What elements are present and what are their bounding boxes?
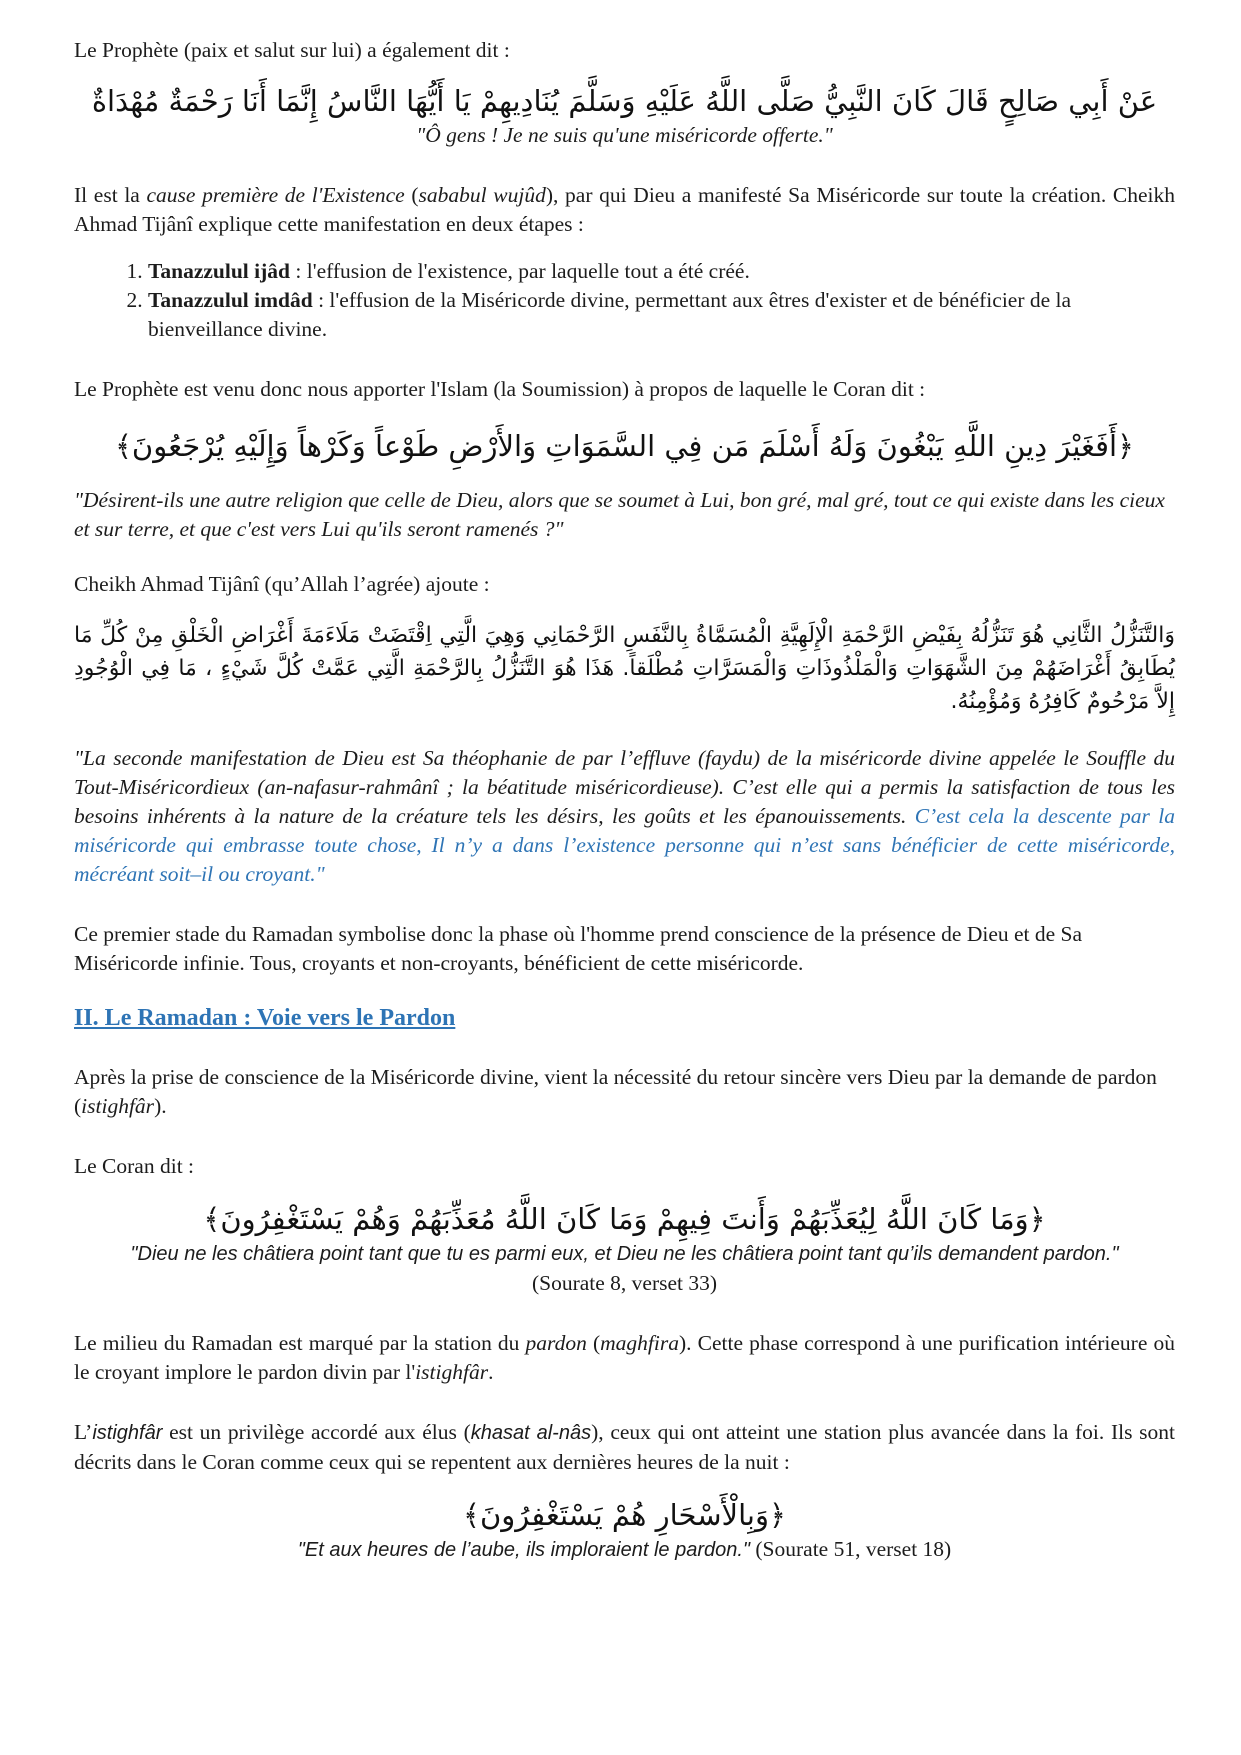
verse2-translation: "Dieu ne les châtiera point tant que tu es parmi eux, et Dieu ne les châtiera point tant qu’ils demandent pardon." — [130, 1243, 1119, 1265]
intro-line: Le Prophète (paix et salut sur lui) a également dit : — [74, 38, 510, 62]
section-heading: II. Le Ramadan : Voie vers le Pardon — [74, 1005, 456, 1031]
verse3-reference: (Sourate 51, verset 18) — [750, 1537, 952, 1561]
pardon-text-2: ). — [154, 1094, 167, 1118]
verse1-arabic: ﴿أَفَغَيْرَ دِينِ اللَّهِ يَبْغُونَ وَلَهُ أَسْلَمَ مَن فِي السَّمَوَاتِ وَالأَرْضِ طَوْعاً وَكَرْهاً وَإِلَيْهِ يُرْجَعُونَ﴾ — [114, 429, 1135, 463]
milieu-italic-2: maghfira — [600, 1331, 679, 1355]
cause-italic-1: cause première de l'Existence — [146, 183, 405, 207]
cause-paragraph — [74, 181, 1175, 239]
elus-italic-2: khasat al-nâs — [470, 1422, 592, 1444]
tijani-translation — [74, 744, 1175, 889]
list-item-term: Tanazzulul imdâd — [148, 288, 313, 312]
list-item-term: Tanazzulul ijâd — [148, 259, 290, 283]
verse1-translation: "Désirent-ils une autre religion que celle de Dieu, alors que se soumet à Lui, bon gré, mal gré, tout ce qui existe dans les cieux et sur terre, et que c'est vers Lui qu'ils seront ramenés ?" — [74, 488, 1165, 541]
tijani-intro: Cheikh Ahmad Tijânî (qu’Allah l’agrée) ajoute : — [74, 572, 490, 596]
elus-paragraph — [74, 1418, 1175, 1477]
manifestation-list — [74, 257, 1175, 344]
list-item-desc: : l'effusion de l'existence, par laquelle tout a été créé. — [290, 259, 750, 283]
verse2-translation-line — [74, 1239, 1175, 1298]
milieu-paragraph — [74, 1329, 1175, 1387]
tijani-arabic: وَالتَّنَزُّلُ الثَّانِي هُوَ تَنَزُّلُهُ بِفَيْضِ الرَّحْمَةِ الْإِلَهِيَّةِ الْمُسَمَّاةُ بِالنَّفَسِ الرَّحْمَانِي وَهِيَ الَّتِي اِقْتَضَتْ مَلَاءَمَةَ أَغْرَاضِ الْخَلْقِ مِنْ كُلِّ مَا يُطَابِقُ أَغْرَاضَهُمْ مِنَ الشَّهَوَاتِ وَالْمَلْذُوذَاتِ وَالْمَسَرَّاتِ مُطْلَقاً. هَذَا هُوَ التَّنَزُّلُ بِالرَّحْمَةِ الَّتِي عَمَّتْ كُلَّ شَيْءٍ ، مَا فِي الْوُجُودِ إِلاَّ مَرْحُومٌ كَافِرُهُ وَمُؤْمِنُهُ. — [74, 623, 1175, 714]
tijani-translation-main: "La seconde manifestation de Dieu est Sa théophanie de par l’effluve (faydu) de la miséricorde divine appelée le Souffle du Tout-Miséricordieux (an-nafasur-rahmânî ; la béatitude miséricordieuse). C’est elle qui a permis la satisfaction de tous les besoins inhérents à la nature de la créature tels les désirs, les goûts et les épanouissements. — [74, 746, 1175, 828]
cause-text-2: ( — [404, 183, 419, 207]
tijani-translation-highlight: C’est cela la descente par la miséricorde qui embrasse toute chose, Il n’y a dans l’existence personne qui n’est sans bénéficier de cette miséricorde, mécréant soit–il ou croyant." — [74, 804, 1175, 886]
milieu-italic-3: istighfâr — [415, 1360, 489, 1384]
elus-text-1: L’ — [74, 1420, 93, 1444]
milieu-text-2: ( — [586, 1331, 601, 1355]
milieu-text-3: ). Cette phase correspond à une purification intérieure où le croyant implore le pardon divin par l' — [74, 1331, 1175, 1384]
milieu-text-1: Le milieu du Ramadan est marqué par la station du — [74, 1331, 526, 1355]
verse2-reference: (Sourate 8, verset 33) — [531, 1271, 718, 1295]
milieu-italic-1: pardon — [525, 1331, 587, 1355]
list-item — [148, 286, 1175, 344]
cause-italic-2: sababul wujûd — [418, 183, 546, 207]
verse3-translation: "Et aux heures de l’aube, ils imploraient le pardon." — [297, 1539, 751, 1561]
list-item — [148, 257, 1175, 286]
pardon-paragraph — [74, 1063, 1175, 1121]
elus-text-3: ), ceux qui ont atteint une station plus avancée dans la foi. Ils sont décrits dans le Coran comme ceux qui se repentent aux dernières heures de la nuit : — [74, 1420, 1176, 1474]
verse3-arabic: ﴿وَبِالْأَسْحَارِ هُمْ يَسْتَغْفِرُونَ﴾ — [463, 1498, 786, 1532]
list-item-desc: : l'effusion de la Miséricorde divine, permettant aux êtres d'exister et de bénéficier de la bienveillance divine. — [148, 288, 1072, 341]
islam-paragraph: Le Prophète est venu donc nous apporter l'Islam (la Soumission) à propos de laquelle le Coran dit : — [74, 377, 926, 401]
verse3-translation-line — [74, 1535, 1175, 1565]
cause-text-1: Il est la — [74, 183, 147, 207]
hadith-translation: "Ô gens ! Je ne suis qu'une miséricorde offerte." — [416, 123, 833, 147]
elus-text-2: est un privilège accordé aux élus ( — [162, 1420, 471, 1444]
coran-dit: Le Coran dit : — [74, 1154, 195, 1178]
pardon-text-1: Après la prise de conscience de la Miséricorde divine, vient la nécessité du retour sincère vers Dieu par la demande de pardon ( — [74, 1065, 1157, 1118]
elus-italic-1: istighfâr — [92, 1422, 163, 1444]
pardon-italic-1: istighfâr — [81, 1094, 155, 1118]
stage-paragraph: Ce premier stade du Ramadan symbolise donc la phase où l'homme prend conscience de la présence de Dieu et de Sa Miséricorde infinie. Tous, croyants et non-croyants, bénéficient de cette miséricorde. — [74, 922, 1083, 975]
hadith-arabic: عَنْ أَبِي صَالِحٍ قَالَ كَانَ النَّبِيُّ صَلَّى اللَّهُ عَلَيْهِ وَسَلَّمَ يُنَادِيهِمْ يَا أَيُّهَا النَّاسُ إِنَّمَا أَنَا رَحْمَةٌ مُهْدَاةٌ — [91, 84, 1158, 118]
verse2-arabic: ﴿وَمَا كَانَ اللَّهُ لِيُعَذِّبَهُمْ وَأَنتَ فِيهِمْ وَمَا كَانَ اللَّهُ مُعَذِّبَهُمْ وَهُمْ يَسْتَغْفِرُونَ﴾ — [203, 1202, 1046, 1236]
cause-text-3: ), par qui Dieu a manifesté Sa Miséricorde sur toute la création. Cheikh Ahmad Tijânî explique cette manifestation en deux étapes : — [74, 183, 1176, 236]
milieu-text-4: . — [488, 1360, 494, 1384]
